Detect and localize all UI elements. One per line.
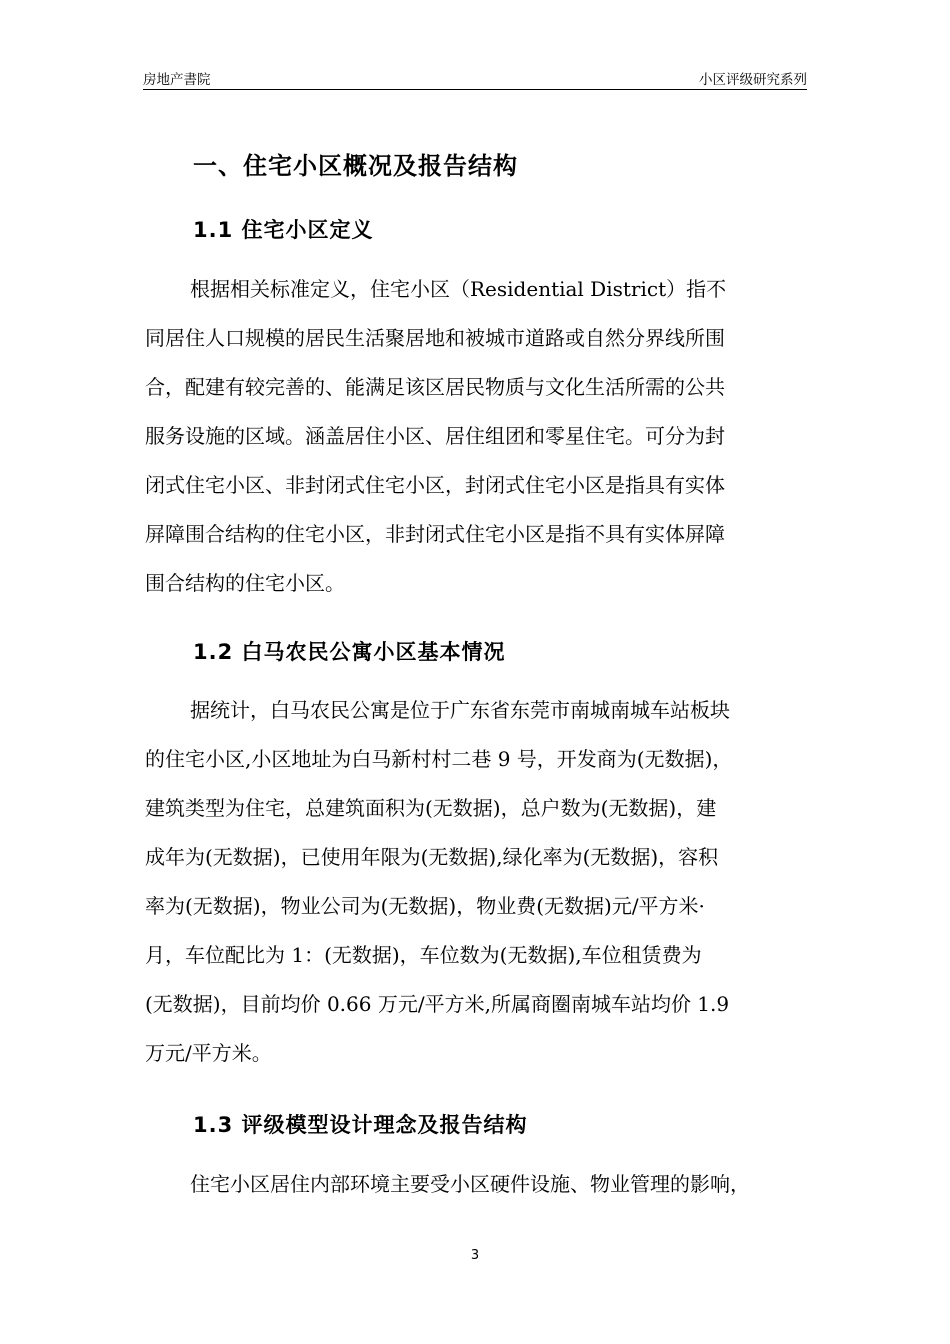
body-line: 合，配建有较完善的、能满足该区居民物质与文化生活所需的公共: [145, 375, 725, 399]
body-line: 同居住人口规模的居民生活聚居地和被城市道路或自然分界线所围: [145, 326, 725, 350]
body-line: 屏障围合结构的住宅小区，非封闭式住宅小区是指不具有实体屏障: [145, 522, 725, 546]
section-1-3-title: 1.3 评级模型设计理念及报告结构: [193, 1113, 528, 1137]
body-line: 围合结构的住宅小区。: [145, 571, 345, 595]
header-divider: [143, 89, 807, 90]
body-line: 根据相关标准定义，住宅小区（Residential District）指不: [190, 277, 727, 301]
section-1-1-title: 1.1 住宅小区定义: [193, 218, 374, 242]
page-number: 3: [470, 1248, 480, 1263]
page-header: [143, 64, 807, 88]
body-line: 成年为(无数据)，已使用年限为(无数据),绿化率为(无数据)，容积: [145, 845, 719, 869]
body-line: 据统计，白马农民公寓是位于广东省东莞市南城南城车站板块: [190, 698, 730, 722]
body-line: (无数据)，目前均价 0.66 万元/平方米,所属商圈南城车站均价 1.9: [145, 992, 730, 1016]
body-line: 住宅小区居住内部环境主要受小区硬件设施、物业管理的影响，: [190, 1172, 750, 1196]
section-1-2-body: [145, 686, 810, 1078]
section-1-2-title: 1.2 白马农民公寓小区基本情况: [193, 640, 506, 664]
body-line: 月，车位配比为 1：(无数据)，车位数为(无数据),车位租赁费为: [145, 943, 702, 967]
chapter-title: 一、住宅小区概况及报告结构: [193, 152, 518, 180]
body-line: 建筑类型为住宅，总建筑面积为(无数据)，总户数为(无数据)，建: [145, 796, 717, 820]
header-series-title: 小区评级研究系列: [699, 72, 807, 88]
section-1-1-body: [145, 265, 810, 608]
body-line: 闭式住宅小区、非封闭式住宅小区，封闭式住宅小区是指具有实体: [145, 473, 725, 497]
section-1-3-body: [145, 1160, 810, 1209]
body-line: 率为(无数据)，物业公司为(无数据)，物业费(无数据)元/平方米·: [145, 894, 705, 918]
body-line: 万元/平方米。: [145, 1041, 272, 1065]
body-line: 服务设施的区域。涵盖居住小区、居住组团和零星住宅。可分为封: [145, 424, 725, 448]
body-line: 的住宅小区,小区地址为白马新村村二巷 9 号，开发商为(无数据)，: [145, 747, 733, 771]
header-publisher: 房地产書院: [143, 72, 211, 88]
